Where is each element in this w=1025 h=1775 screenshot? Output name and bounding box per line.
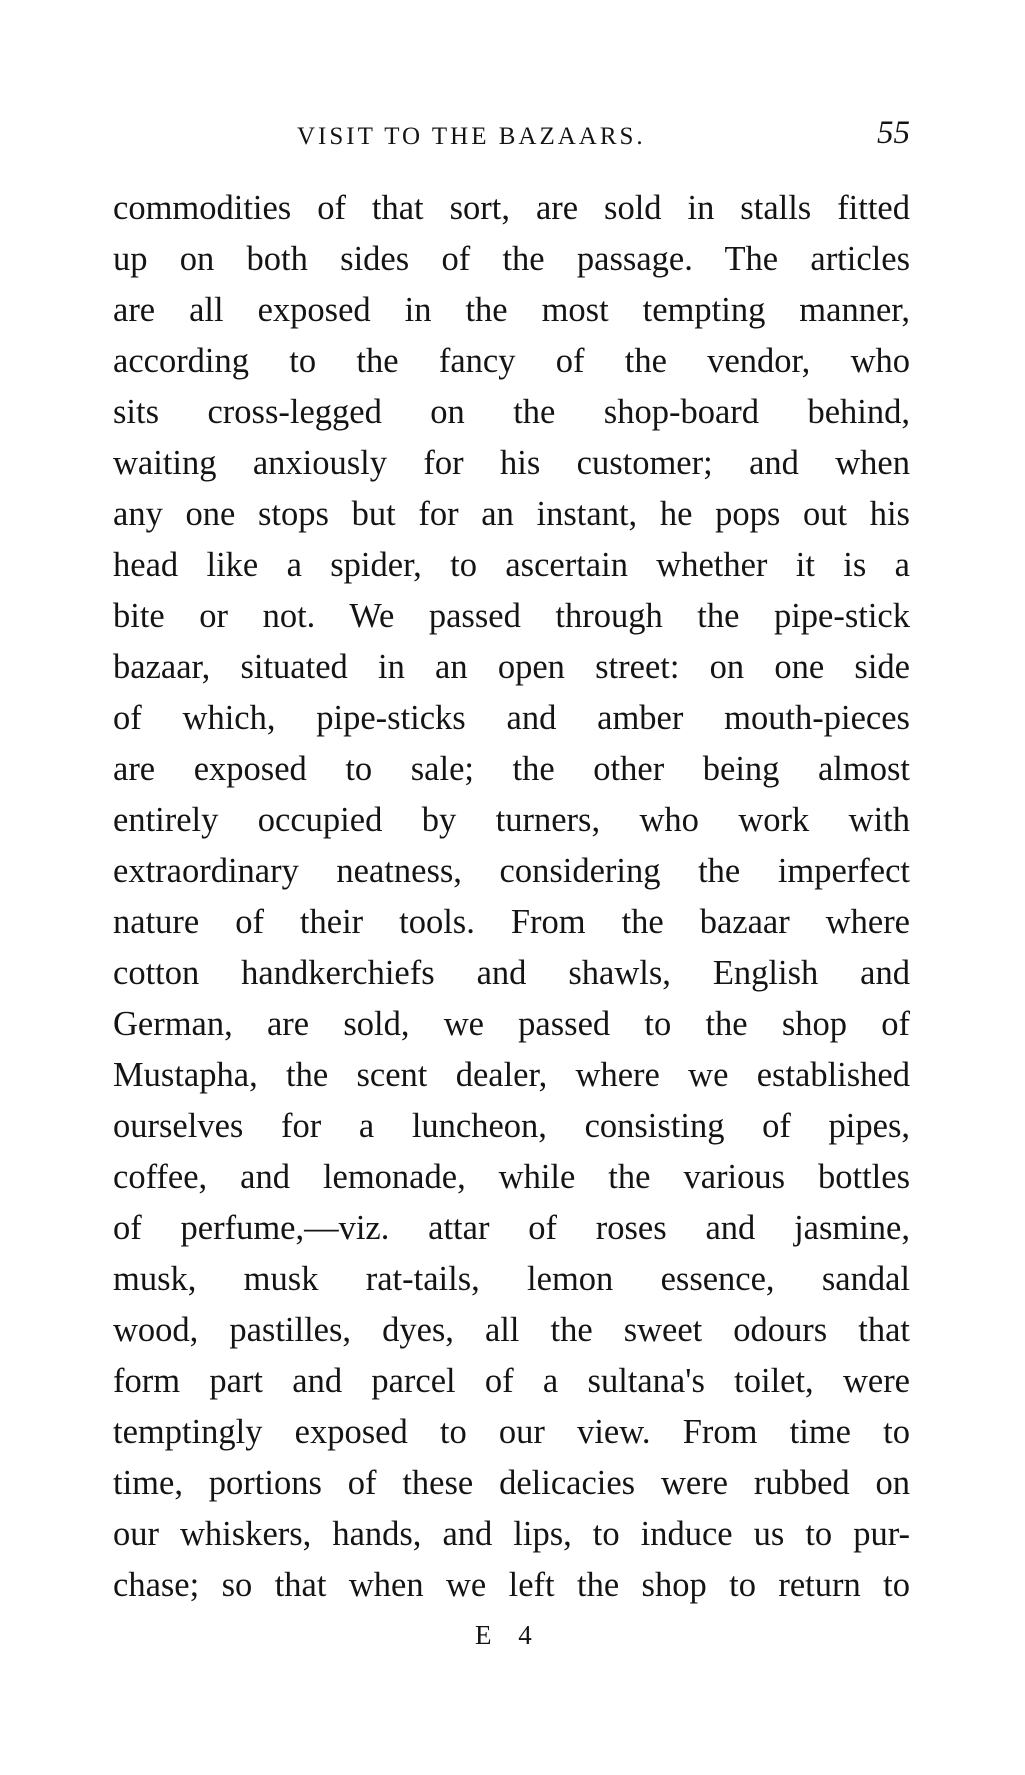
text-line: coffee, and lemonade, while the various bottles <box>113 1158 910 1196</box>
text-line: Mustapha, the scent dealer, where we established <box>113 1056 910 1094</box>
signature-mark: E 4 <box>475 1620 542 1650</box>
text-line: entirely occupied by turners, who work with <box>113 801 910 839</box>
text-line: chase; so that when we left the shop to return to <box>113 1566 910 1604</box>
text-line: form part and parcel of a sultana's toilet, were <box>113 1362 910 1400</box>
text-line: waiting anxiously for his customer; and when <box>113 444 910 482</box>
text-line: of perfume,—viz. attar of roses and jasmine, <box>113 1209 910 1247</box>
text-line: wood, pastilles, dyes, all the sweet odours that <box>113 1311 910 1349</box>
text-line: commodities of that sort, are sold in stalls fitted <box>113 189 910 227</box>
text-line: are exposed to sale; the other being almost <box>113 750 910 788</box>
page-number: 55 <box>877 115 910 151</box>
text-line: nature of their tools. From the bazaar where <box>113 903 910 941</box>
running-head <box>112 117 912 157</box>
body-text <box>113 183 910 1611</box>
text-line: up on both sides of the passage. The articles <box>113 240 910 278</box>
text-line: German, are sold, we passed to the shop of <box>113 1005 910 1043</box>
text-line: bite or not. We passed through the pipe-stick <box>113 597 910 635</box>
text-line: head like a spider, to ascertain whether it is a <box>113 546 910 584</box>
text-line: sits cross-legged on the shop-board behind, <box>113 393 910 431</box>
text-line: of which, pipe-sticks and amber mouth-pieces <box>113 699 910 737</box>
running-title: VISIT TO THE BAZAARS. <box>297 123 646 150</box>
text-line: time, portions of these delicacies were rubbed on <box>113 1464 910 1502</box>
text-line: according to the fancy of the vendor, who <box>113 342 910 380</box>
text-line: bazaar, situated in an open street: on one side <box>113 648 910 686</box>
text-line: cotton handkerchiefs and shawls, English and <box>113 954 910 992</box>
text-line: our whiskers, hands, and lips, to induce us to pur- <box>113 1515 910 1553</box>
text-line: ourselves for a luncheon, consisting of pipes, <box>113 1107 910 1145</box>
text-line: musk, musk rat-tails, lemon essence, sandal <box>113 1260 910 1298</box>
text-line: temptingly exposed to our view. From time to <box>113 1413 910 1451</box>
text-line: any one stops but for an instant, he pops out his <box>113 495 910 533</box>
text-line: are all exposed in the most tempting manner, <box>113 291 910 329</box>
text-line: extraordinary neatness, considering the imperfect <box>113 852 910 890</box>
